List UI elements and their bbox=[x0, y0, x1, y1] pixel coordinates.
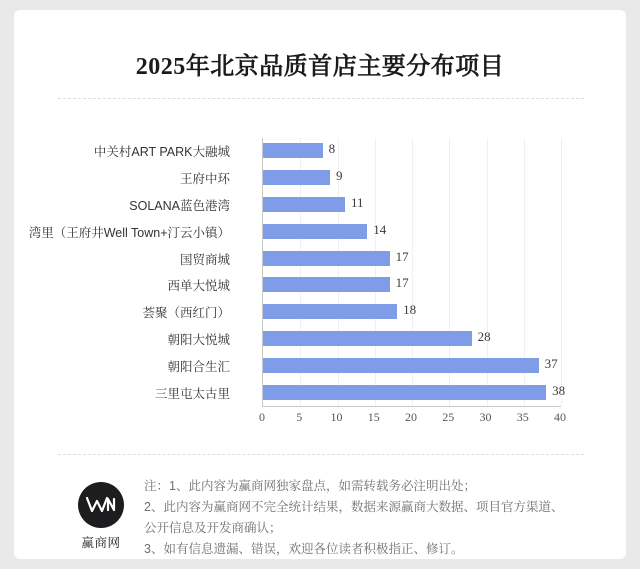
bar-value-label: 18 bbox=[403, 302, 417, 318]
plot-area bbox=[28, 138, 566, 406]
logo-label: 赢商网 bbox=[81, 536, 121, 550]
bar-value-label: 38 bbox=[552, 382, 566, 398]
bar bbox=[263, 277, 390, 292]
x-tick-label: 5 bbox=[296, 410, 303, 424]
bar-value-label: 17 bbox=[395, 248, 409, 264]
chart-card bbox=[14, 10, 626, 559]
footnote-line: 注：1、此内容为赢商网独家盘点，如需转载务必注明出处； bbox=[144, 479, 476, 493]
category-label: 三里屯太古里 bbox=[154, 386, 230, 401]
bar-row bbox=[154, 380, 566, 406]
x-tick-label: 20 bbox=[405, 410, 417, 424]
category-label: 湾里（王府井Well Town+汀云小镇） bbox=[28, 225, 230, 240]
x-tick-label: 30 bbox=[479, 410, 492, 424]
x-tick-label: 35 bbox=[516, 410, 529, 424]
bar-value-label: 8 bbox=[328, 141, 336, 157]
bar-row bbox=[179, 246, 560, 272]
category-label: 朝阳大悦城 bbox=[167, 333, 230, 347]
x-tick-label: 0 bbox=[259, 410, 265, 424]
bar bbox=[263, 304, 397, 319]
bar-value-label: 11 bbox=[350, 195, 364, 210]
bar bbox=[263, 197, 345, 212]
divider-bottom bbox=[58, 454, 584, 455]
footnotes bbox=[144, 472, 584, 560]
footnote-line: 公开信息及开发商确认； bbox=[144, 521, 282, 535]
bar-row bbox=[167, 272, 560, 298]
footer bbox=[58, 472, 584, 560]
bar-row bbox=[167, 326, 560, 352]
x-tick-label: 25 bbox=[442, 410, 455, 424]
bar bbox=[263, 224, 367, 239]
category-label: 王府中环 bbox=[179, 172, 230, 187]
bar bbox=[263, 358, 539, 373]
logo-mark-icon bbox=[78, 482, 124, 528]
bar-value-label: 9 bbox=[336, 168, 343, 184]
bar bbox=[263, 170, 330, 185]
category-label: 荟聚（西红门） bbox=[142, 306, 230, 321]
bar-chart bbox=[28, 128, 584, 428]
page-title: 2025年北京品质首店主要分布项目 bbox=[135, 54, 505, 80]
x-tick-label: 15 bbox=[367, 410, 380, 424]
bar-row bbox=[129, 192, 560, 218]
footnote-line: 2、此内容为赢商网不完全统计结果，数据来源赢商大数据、项目官方渠道、 bbox=[144, 500, 564, 514]
x-tick-label: 10 bbox=[330, 410, 343, 424]
divider-top bbox=[58, 98, 584, 99]
category-label: 国贸商城 bbox=[179, 252, 230, 267]
bar-row bbox=[167, 353, 560, 379]
footnote-line: 3、如有信息遗漏、错误，欢迎各位读者积极指正、修订。 bbox=[144, 542, 464, 556]
x-tick-label: 40 bbox=[554, 410, 566, 424]
bar bbox=[263, 331, 472, 346]
gridline bbox=[561, 138, 562, 406]
bar-value-label: 17 bbox=[395, 275, 409, 291]
x-axis bbox=[262, 406, 561, 407]
bar-row bbox=[93, 138, 560, 164]
category-label: 西单大悦城 bbox=[167, 279, 230, 294]
bar-row bbox=[28, 219, 560, 245]
bar-row bbox=[179, 165, 560, 191]
category-label: 中关村ART PARK大融城 bbox=[93, 145, 230, 160]
bar bbox=[263, 143, 323, 158]
bar-value-label: 14 bbox=[373, 221, 387, 237]
category-label: SOLANA蓝色港湾 bbox=[129, 199, 230, 213]
bar bbox=[263, 385, 546, 400]
bar bbox=[263, 251, 390, 266]
bar-row bbox=[142, 299, 560, 325]
brand-logo bbox=[58, 472, 144, 551]
bar-value-label: 28 bbox=[477, 329, 491, 344]
bar-value-label: 37 bbox=[544, 355, 558, 371]
category-label: 朝阳合生汇 bbox=[167, 359, 230, 374]
